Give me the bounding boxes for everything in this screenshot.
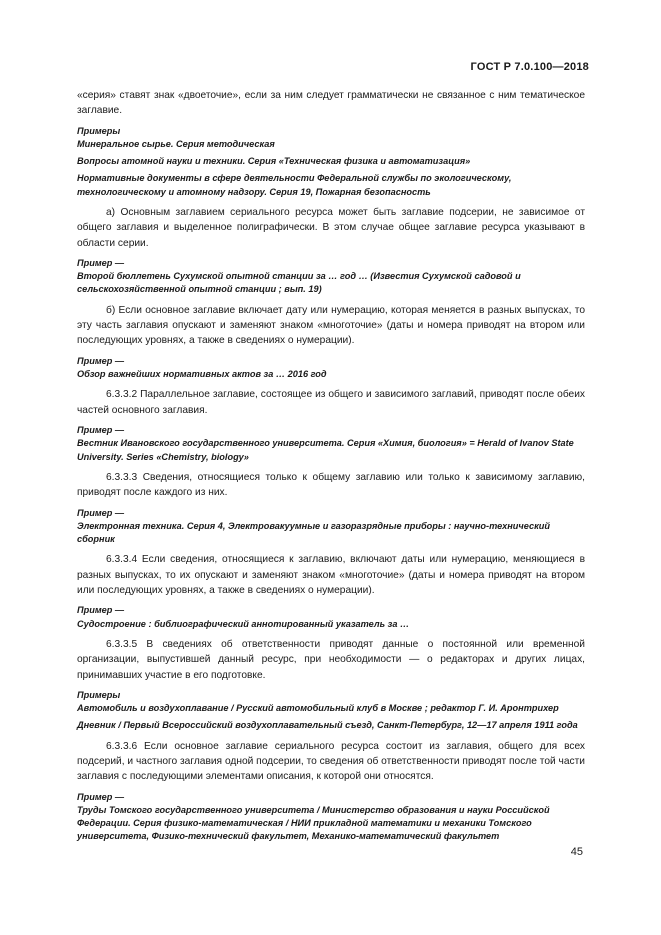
paragraph: б) Если основное заглавие включает дату или нумерацию, которая меняется в разных выпусках, то эту часть заглавия опускают и заменяют знаком «многоточие» (даты и номера приводят на втором или последующих уровнях, а также в сведениях о нумерации). <box>77 304 585 347</box>
page-number: 45 <box>570 846 583 858</box>
document-code: ГОСТ Р 7.0.100—2018 <box>470 61 589 73</box>
example-item: Второй бюллетень Сухумской опытной станции за … год … (Известия Сухумской садовой и сельскохозяйственной опытной станции ; вып. 19) <box>77 271 521 295</box>
example-item: Дневник / Первый Всероссийский воздухоплавательный съезд, Санкт-Петербург, 12—17 апреля 1911 года <box>77 720 578 731</box>
example-block <box>77 257 585 297</box>
example-label: Пример — <box>77 258 125 269</box>
example-label: Пример — <box>77 425 125 436</box>
example-item: Обзор важнейших нормативных актов за … 2016 год <box>77 369 327 380</box>
examples-label: Примеры <box>77 125 121 136</box>
example-item: Нормативные документы в сфере деятельности Федеральной службы по экологическому, технологическому и атомному надзору. Серия 19, Пожарная безопасность <box>77 173 512 197</box>
clause-6-3-3-4: 6.3.3.4 Если сведения, относящиеся к заглавию, включают даты или нумерацию, меняющиеся в разных выпусках, то их опускают и заменяют знаком «многоточие» (даты и номера приводят на втором или последующих уровнях, а также в сведениях о нумерации). <box>77 554 585 596</box>
clause-6-3-3-2: 6.3.3.2 Параллельное заглавие, состоящее из общего и зависимого заглавий, приводят после обеих частей основного заглавия. <box>77 389 585 416</box>
paragraph: «серия» ставят знак «двоеточие», если за ним следует грамматически не связанное с ним тематическое заглавие. <box>77 90 585 117</box>
example-block <box>77 424 585 464</box>
page-body <box>77 88 585 850</box>
example-block <box>77 604 585 630</box>
example-item: Электронная техника. Серия 4, Электровакуумные и газоразрядные приборы : научно-технический сборник <box>77 520 550 544</box>
examples-block <box>77 125 585 199</box>
example-item: Минеральное сырье. Серия методическая <box>77 139 275 150</box>
example-label: Пример — <box>77 791 125 802</box>
examples-block <box>77 689 585 733</box>
example-block <box>77 507 585 547</box>
example-block <box>77 355 585 381</box>
example-item: Вестник Ивановского государственного университета. Серия «Химия, биология» = Herald of Ivanov State University. Series «Chemistry, biology» <box>77 438 574 462</box>
example-item: Вопросы атомной науки и техники. Серия «Техническая физика и автоматизация» <box>77 156 471 167</box>
example-label: Пример — <box>77 605 125 616</box>
clause-6-3-3-3: 6.3.3.3 Сведения, относящиеся только к общему заглавию или только к зависимому заглавию, приводят после каждого из них. <box>77 471 585 499</box>
examples-label: Примеры <box>77 689 121 700</box>
example-item: Труды Томского государственного университета / Министерство образования и науки Российской Федерации. Серия физико-математическая / НИИ прикладной математики и механики Томского университета, Физико-технический факультет, Механико-математический факультет <box>77 805 550 842</box>
paragraph: а) Основным заглавием сериального ресурса может быть заглавие подсерии, не зависимое от общего заглавия и выделенное полиграфически. В этом случае общее заглавие ресурса указывают в области серии. <box>77 206 585 249</box>
example-label: Пример — <box>77 355 125 366</box>
example-item: Судостроение : библиографический аннотированный указатель за … <box>77 618 410 629</box>
clause-6-3-3-5: 6.3.3.5 В сведениях об ответственности приводят данные о постоянной или временной организации, выпустившей данный ресурс, при необходимости — о редакторах и других лицах, принимавших участие в его подготовке. <box>77 638 585 681</box>
example-label: Пример — <box>77 507 125 518</box>
clause-6-3-3-6: 6.3.3.6 Если основное заглавие сериального ресурса состоит из заглавия, общего для всех подсерий, и частного заглавия одной подсерии, то сведения об ответственности приводят после той части заглавия с последующими элементами описания, к которой они относятся. <box>77 740 585 783</box>
example-item: Автомобиль и воздухоплавание / Русский автомобильный клуб в Москве ; редактор Г. И. Аронтрихер <box>77 703 559 714</box>
example-block <box>77 791 585 844</box>
